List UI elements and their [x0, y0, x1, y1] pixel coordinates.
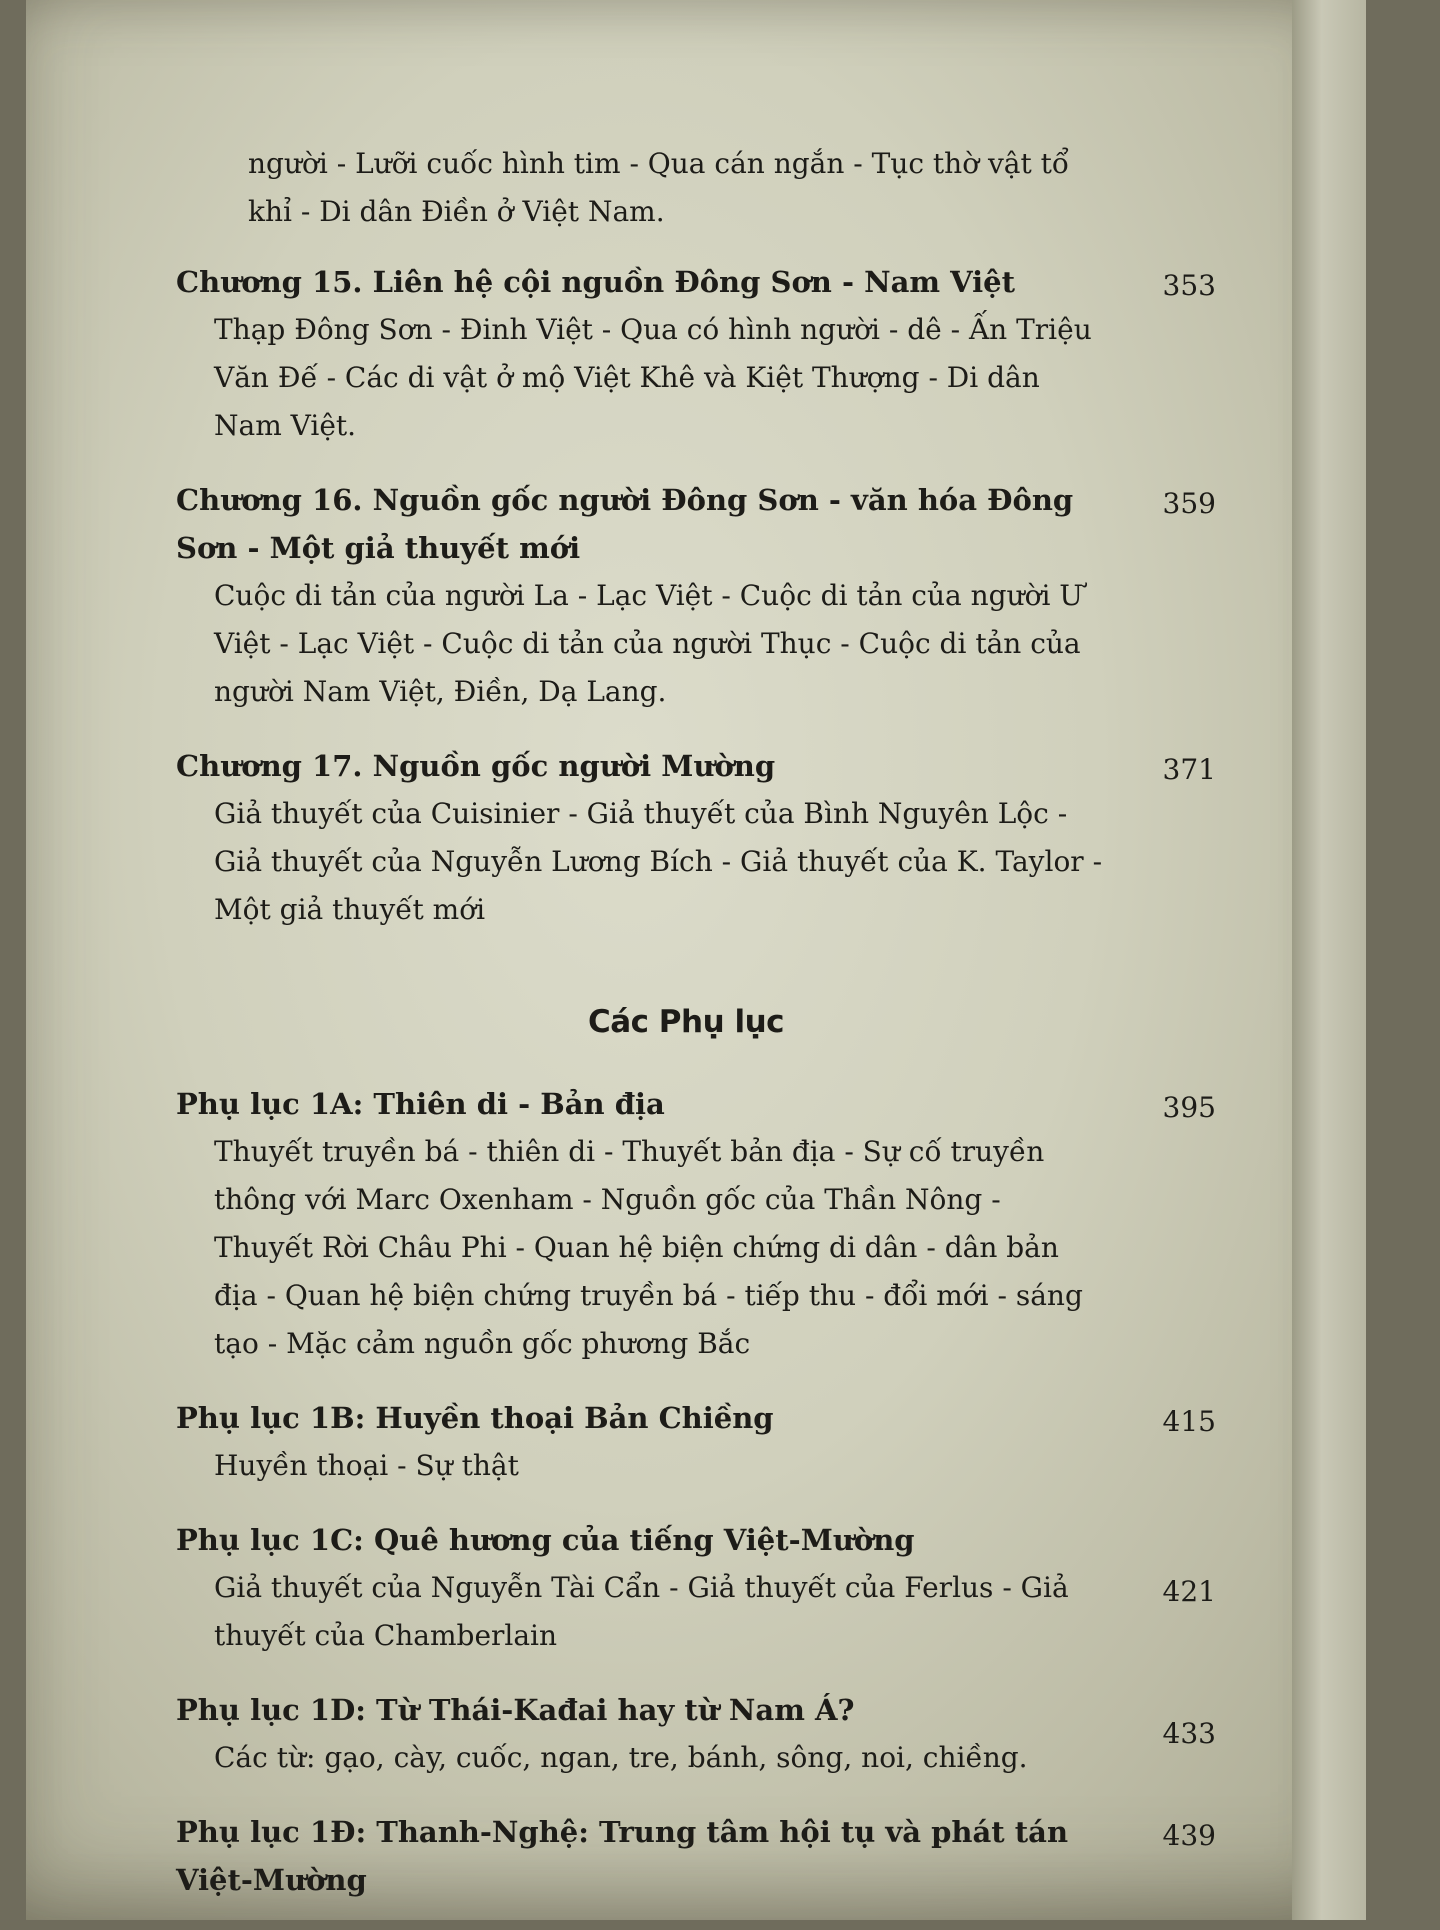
appendix-title: Phụ lục 1Đ: Thanh-Nghệ: Trung tâm hội tụ và phát tán Việt-Mường — [176, 1815, 1069, 1897]
chapter-description: Thạp Đông Sơn - Đinh Việt - Qua có hình người - dê - Ấn Triệu Văn Đế - Các di vật ở mộ Việt Khê và Kiệt Thượng - Di dân Nam Việt. — [214, 313, 1092, 442]
chapter-title: Chương 16. Nguồn gốc người Đông Sơn - văn hóa Đông Sơn - Một giả thuyết mới — [176, 483, 1074, 565]
chapter-title: Chương 17. Nguồn gốc người Mường — [176, 749, 776, 783]
toc-entry-chapter-15 — [176, 258, 1236, 450]
chapter-description: Cuộc di tản của người La - Lạc Việt - Cuộc di tản của người Ư Việt - Lạc Việt - Cuộc di tản của người Thục - Cuộc di tản của người Nam Việt, Điền, Dạ Lang. — [214, 579, 1083, 708]
appendix-title: Phụ lục 1B: Huyền thoại Bản Chiềng — [176, 1401, 774, 1435]
page-number: 359 — [1162, 487, 1216, 520]
toc-entry-chapter-16 — [176, 476, 1236, 716]
page-number: 371 — [1162, 753, 1216, 786]
toc-entry-appendix-1d — [176, 1686, 1236, 1782]
appendix-description: Huyền thoại - Sự thật — [214, 1449, 519, 1482]
table-of-contents — [176, 140, 1236, 1930]
appendix-description: Thuyết truyền bá - thiên di - Thuyết bản địa - Sự cố truyền thông với Marc Oxenham - Nguồn gốc của Thần Nông - Thuyết Rời Châu Phi - Quan hệ biện chứng di dân - dân bản địa - Quan hệ biện chứng truyền bá - tiếp thu - đổi mới - sáng tạo - Mặc cảm nguồn gốc phương Bắc — [214, 1135, 1083, 1360]
appendix-title: Phụ lục 1C: Quê hương của tiếng Việt-Mường — [176, 1523, 915, 1557]
appendix-description: Các từ: gạo, cày, cuốc, ngan, tre, bánh, sông, noi, chiềng. — [214, 1741, 1028, 1774]
page-number: 421 — [1162, 1575, 1216, 1608]
section-title: Các Phụ lục — [587, 1004, 785, 1040]
appendix-title: Phụ lục 1A: Thiên di - Bản địa — [176, 1087, 665, 1121]
continuation-text: người - Lưỡi cuốc hình tim - Qua cán ngắn - Tục thờ vật tổ khỉ - Di dân Điền ở Việt Nam. — [248, 147, 1070, 228]
toc-entry-appendix-1a — [176, 1080, 1236, 1368]
toc-entry-appendix-1c — [176, 1516, 1236, 1660]
toc-entry-appendix-1dd — [176, 1808, 1236, 1904]
page-edge — [1292, 0, 1366, 1920]
appendix-title: Phụ lục 1D: Từ Thái-Kađai hay từ Nam Á? — [176, 1693, 855, 1727]
chapter-description: Giả thuyết của Cuisinier - Giả thuyết của Bình Nguyên Lộc - Giả thuyết của Nguyễn Lương Bích - Giả thuyết của K. Taylor - Một giả thuyết mới — [214, 797, 1103, 926]
appendix-description: Giả thuyết của Nguyễn Tài Cẩn - Giả thuyết của Ferlus - Giả thuyết của Chamberlain — [214, 1571, 1069, 1652]
page-number: 433 — [1162, 1717, 1216, 1750]
page-number: 353 — [1162, 269, 1216, 302]
toc-entry-appendix-1b — [176, 1394, 1236, 1490]
page-number: 395 — [1162, 1091, 1216, 1124]
book-page — [26, 0, 1366, 1920]
toc-entry-chapter-17 — [176, 742, 1236, 934]
page-number: 439 — [1162, 1819, 1216, 1852]
chapter-title: Chương 15. Liên hệ cội nguồn Đông Sơn - Nam Việt — [176, 265, 1016, 299]
page-number: 415 — [1162, 1405, 1216, 1438]
